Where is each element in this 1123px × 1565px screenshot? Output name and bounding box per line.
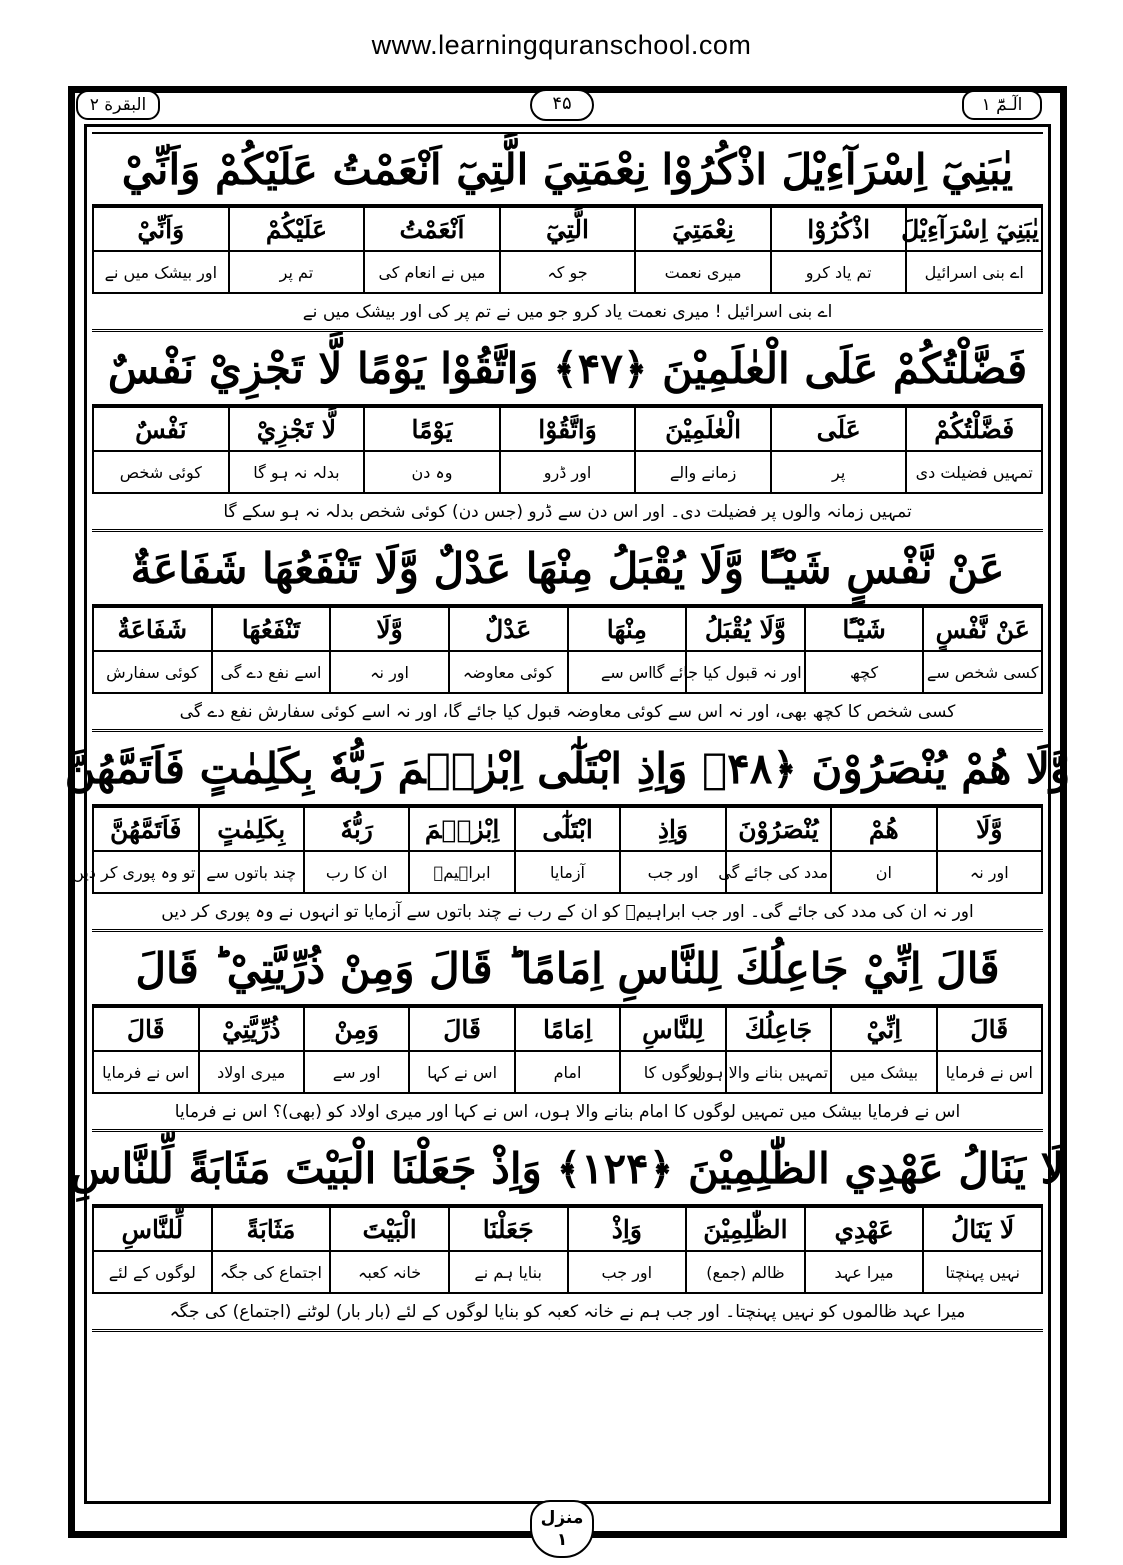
urdu-meaning-cell: کچھ xyxy=(805,651,924,693)
manzil-number: ۱ xyxy=(556,1530,568,1550)
urdu-meaning-cell: لوگوں کا xyxy=(620,1051,725,1093)
arabic-word-cell: يَوْمًا xyxy=(364,407,500,451)
arabic-word-cell: جَاعِلُكَ xyxy=(726,1007,831,1051)
urdu-meaning-cell: اور ڈرو xyxy=(500,451,636,493)
urdu-meaning-cell: اور جب xyxy=(568,1251,687,1293)
translation-line: میرا عہد ظالموں کو نہیں پہنچتا۔ اور جب ہم نے خانہ کعبہ کو بنایا لوگوں کے لئے (بار بار) لوٹنے (اجتماع) کی جگہ xyxy=(92,1294,1043,1332)
arabic-word-cell: عَهْدِي xyxy=(805,1207,924,1251)
urdu-meaning-cell: زمانے والے xyxy=(635,451,771,493)
verse-line: قَالَ اِنِّيْ جَاعِلُكَ لِلنَّاسِ اِمَامًا ؕ قَالَ وَمِنْ ذُرِّيَّتِيْ ؕ قَالَ xyxy=(92,932,1043,1006)
arabic-word-cell: نِعْمَتِيَ xyxy=(635,207,771,251)
arabic-word-cell: لِّلنَّاسِ xyxy=(93,1207,212,1251)
urdu-meaning-cell: بیشک میں xyxy=(831,1051,936,1093)
urdu-meanings-row xyxy=(93,1051,1042,1093)
translation-line: تمہیں زمانہ والوں پر فضیلت دی۔ اور اس دن سے ڈرو (جس دن) کوئی شخص بدلہ نہ ہو سکے گا xyxy=(92,494,1043,532)
urdu-meaning-cell: جو کہ xyxy=(500,251,636,293)
urdu-meaning-cell: تمہیں بنانے والا ہوں xyxy=(726,1051,831,1093)
urdu-meaning-cell: ان xyxy=(831,851,936,893)
verse-line: فَضَّلْتُكُمْ عَلَى الْعٰلَمِيْنَ ﴿۴۷﴾ وَاتَّقُوْا يَوْمًا لَّا تَجْزِيْ نَفْسٌ xyxy=(92,332,1043,406)
arabic-word-cell: رَبُّهٗ xyxy=(304,807,409,851)
translation-line: اے بنی اسرائیل ! میری نعمت یاد کرو جو میں نے تم پر کی اور بیشک میں نے xyxy=(92,294,1043,332)
urdu-meaning-cell: تم یاد کرو xyxy=(771,251,907,293)
site-url: www.learningquranschool.com xyxy=(371,30,752,60)
arabic-word-cell: هُمْ xyxy=(831,807,936,851)
arabic-word-cell: الْبَيْتَ xyxy=(330,1207,449,1251)
urdu-meaning-cell: ظالم (جمع) xyxy=(686,1251,805,1293)
urdu-meaning-cell: اور نہ قبول کیا جائے گا xyxy=(686,651,805,693)
word-meaning-table xyxy=(72,806,1043,894)
word-meaning-table xyxy=(92,1206,1043,1294)
arabic-word-cell: عَلَيْكُمْ xyxy=(229,207,365,251)
arabic-word-cell: وَّلَا xyxy=(330,607,449,651)
urdu-meaning-cell: اس نے فرمایا xyxy=(937,1051,1042,1093)
urdu-meaning-cell: اس سے xyxy=(568,651,687,693)
urdu-meaning-cell: ابراہیمؑ xyxy=(409,851,514,893)
urdu-meaning-cell: ان کا رب xyxy=(304,851,409,893)
urdu-meaning-cell: تم پر xyxy=(229,251,365,293)
word-meaning-table xyxy=(92,406,1043,494)
verse-line: وَّلَا هُمْ يُنْصَرُوْنَ ﴿۴۸﴾ وَاِذِ ابْتَلٰٓى اِبْرٰهٖمَ رَبُّهٗ بِكَلِمٰتٍ فَاَتَمَّهُنَّ xyxy=(92,732,1043,806)
arabic-word-cell: الْعٰلَمِيْنَ xyxy=(635,407,771,451)
urdu-meanings-row xyxy=(93,651,1042,693)
arabic-words-row xyxy=(93,207,1042,251)
arabic-word-cell: شَيْـًٔا xyxy=(805,607,924,651)
arabic-word-cell: اذْكُرُوْا xyxy=(771,207,907,251)
urdu-meaning-cell: کوئی شخص xyxy=(93,451,229,493)
urdu-meaning-cell: نہیں پہنچتا xyxy=(923,1251,1042,1293)
arabic-word-cell: وَاِذْ xyxy=(568,1207,687,1251)
arabic-word-cell: فَضَّلْتُكُمْ xyxy=(906,407,1042,451)
arabic-word-cell: ذُرِّيَّتِيْ xyxy=(199,1007,304,1051)
manzil-badge xyxy=(530,1500,594,1558)
urdu-meaning-cell: اور نہ xyxy=(937,851,1042,893)
urdu-meaning-cell: بنایا ہم نے xyxy=(449,1251,568,1293)
translation-line: کسی شخص کا کچھ بھی، اور نہ اس سے کوئی معاوضہ قبول کیا جائے گا، اور نہ اسے کوئی سفارش نفع دے گی xyxy=(92,694,1043,732)
urdu-meaning-cell: میری نعمت xyxy=(635,251,771,293)
translation-line: اس نے فرمایا بیشک میں تمہیں لوگوں کا امام بنانے والا ہوں، اس نے کہا اور میری اولاد کو (بھی)؟ اس نے فرمایا xyxy=(92,1094,1043,1132)
para-name-label: الٓـمّٓ ۱ xyxy=(962,90,1042,120)
arabic-word-cell: اِمَامًا xyxy=(515,1007,620,1051)
urdu-meaning-cell: پر xyxy=(771,451,907,493)
arabic-words-row xyxy=(93,807,1042,851)
arabic-word-cell: لِلنَّاسِ xyxy=(620,1007,725,1051)
urdu-meaning-cell: آزمایا xyxy=(515,851,620,893)
arabic-word-cell: لَّا تَجْزِيْ xyxy=(229,407,365,451)
urdu-meanings-row xyxy=(93,1251,1042,1293)
arabic-word-cell: يٰبَنِيٓ اِسْرَآءِيْلَ xyxy=(906,207,1042,251)
urdu-meaning-cell: تمہیں فضیلت دی xyxy=(906,451,1042,493)
manzil-label: منزل xyxy=(540,1508,584,1528)
arabic-word-cell: لَا يَنَالُ xyxy=(923,1207,1042,1251)
arabic-word-cell: شَفَاعَةٌ xyxy=(93,607,212,651)
urdu-meaning-cell: اسے نفع دے گی xyxy=(212,651,331,693)
translation-line: اور نہ ان کی مدد کی جائے گی۔ اور جب ابراہیمؑ کو ان کے رب نے چند باتوں سے آزمایا تو انہوں نے وہ پوری کر دیں xyxy=(92,894,1043,932)
arabic-word-cell: قَالَ xyxy=(93,1007,199,1051)
arabic-word-cell: عَدْلٌ xyxy=(449,607,568,651)
arabic-word-cell: اِبْرٰهٖمَ xyxy=(409,807,514,851)
urdu-meaning-cell: اور نہ xyxy=(330,651,449,693)
urdu-meaning-cell: اے بنی اسرائیل xyxy=(906,251,1042,293)
urdu-meaning-cell: بدلہ نہ ہو گا xyxy=(229,451,365,493)
arabic-words-row xyxy=(93,1207,1042,1251)
arabic-word-cell: وَمِنْ xyxy=(304,1007,409,1051)
arabic-word-cell: تَنْفَعُهَا xyxy=(212,607,331,651)
arabic-word-cell: اَنْعَمْتُ xyxy=(364,207,500,251)
page-content xyxy=(64,132,1071,1332)
urdu-meanings-row xyxy=(93,851,1042,893)
arabic-word-cell: وَاِذِ xyxy=(620,807,725,851)
verse-line: يٰبَنِيٓ اِسْرَآءِيْلَ اذْكُرُوْا نِعْمَتِيَ الَّتِيٓ اَنْعَمْتُ عَلَيْكُمْ وَاَنِّيْ xyxy=(92,132,1043,206)
arabic-words-row xyxy=(93,607,1042,651)
urdu-meanings-row xyxy=(93,251,1042,293)
surah-name-label: البقرة ۲ xyxy=(76,90,160,120)
urdu-meaning-cell: وہ دن xyxy=(364,451,500,493)
urdu-meaning-cell: کوئی معاوضہ xyxy=(449,651,568,693)
arabic-word-cell: عَنْ نَّفْسٍ xyxy=(923,607,1042,651)
arabic-word-cell: بِكَلِمٰتٍ xyxy=(199,807,304,851)
arabic-word-cell: يُنْصَرُوْنَ xyxy=(726,807,831,851)
verse-line: لَا يَنَالُ عَهْدِي الظّٰلِمِيْنَ ﴿۱۲۴﴾ وَاِذْ جَعَلْنَا الْبَيْتَ مَثَابَةً لِّلنَّاسِ xyxy=(92,1132,1043,1206)
urdu-meaning-cell: چند باتوں سے xyxy=(199,851,304,893)
urdu-meaning-cell: کسی شخص سے xyxy=(923,651,1042,693)
arabic-word-cell: جَعَلْنَا xyxy=(449,1207,568,1251)
urdu-meaning-cell: کوئی سفارش xyxy=(93,651,212,693)
arabic-word-cell: ابْتَلٰٓى xyxy=(515,807,620,851)
arabic-word-cell: عَلَى xyxy=(771,407,907,451)
arabic-word-cell: وَاتَّقُوْا xyxy=(500,407,636,451)
arabic-word-cell: قَالَ xyxy=(937,1007,1042,1051)
word-meaning-table xyxy=(92,1006,1043,1094)
arabic-word-cell: الَّتِيٓ xyxy=(500,207,636,251)
arabic-word-cell: قَالَ xyxy=(409,1007,514,1051)
arabic-word-cell: وَاَنِّيْ xyxy=(93,207,229,251)
urdu-meaning-cell: خانہ کعبہ xyxy=(330,1251,449,1293)
arabic-word-cell: وَّلَا xyxy=(937,807,1042,851)
verse-line: عَنْ نَّفْسٍ شَيْـًٔا وَّلَا يُقْبَلُ مِنْهَا عَدْلٌ وَّلَا تَنْفَعُهَا شَفَاعَةٌ xyxy=(92,532,1043,606)
page-number: ۴۵ xyxy=(530,89,594,121)
word-meaning-table xyxy=(92,606,1043,694)
arabic-word-cell: وَّلَا يُقْبَلُ xyxy=(686,607,805,651)
urdu-meaning-cell: امام xyxy=(515,1051,620,1093)
arabic-word-cell: الظّٰلِمِيْنَ xyxy=(686,1207,805,1251)
urdu-meaning-cell: تو وہ پوری کر دیں xyxy=(93,851,199,893)
urdu-meaning-cell: میری اولاد xyxy=(199,1051,304,1093)
urdu-meaning-cell: میں نے انعام کی xyxy=(364,251,500,293)
urdu-meaning-cell: اور بیشک میں نے xyxy=(93,251,229,293)
arabic-words-row xyxy=(93,407,1042,451)
urdu-meaning-cell: میرا عہد xyxy=(805,1251,924,1293)
urdu-meaning-cell: اور جب xyxy=(620,851,725,893)
arabic-word-cell: فَاَتَمَّهُنَّ xyxy=(93,807,199,851)
urdu-meaning-cell: لوگوں کے لئے xyxy=(93,1251,212,1293)
urdu-meanings-row xyxy=(93,451,1042,493)
arabic-words-row xyxy=(93,1007,1042,1051)
arabic-word-cell: مَثَابَةً xyxy=(212,1207,331,1251)
arabic-word-cell: اِنِّيْ xyxy=(831,1007,936,1051)
urdu-meaning-cell: اس نے کہا xyxy=(409,1051,514,1093)
urdu-meaning-cell: مدد کی جائے گی xyxy=(726,851,831,893)
word-meaning-table xyxy=(92,206,1043,294)
arabic-word-cell: مِنْهَا xyxy=(568,607,687,651)
urdu-meaning-cell: اس نے فرمایا xyxy=(93,1051,199,1093)
urdu-meaning-cell: اور سے xyxy=(304,1051,409,1093)
arabic-word-cell: نَفْسٌ xyxy=(93,407,229,451)
urdu-meaning-cell: اجتماع کی جگہ xyxy=(212,1251,331,1293)
